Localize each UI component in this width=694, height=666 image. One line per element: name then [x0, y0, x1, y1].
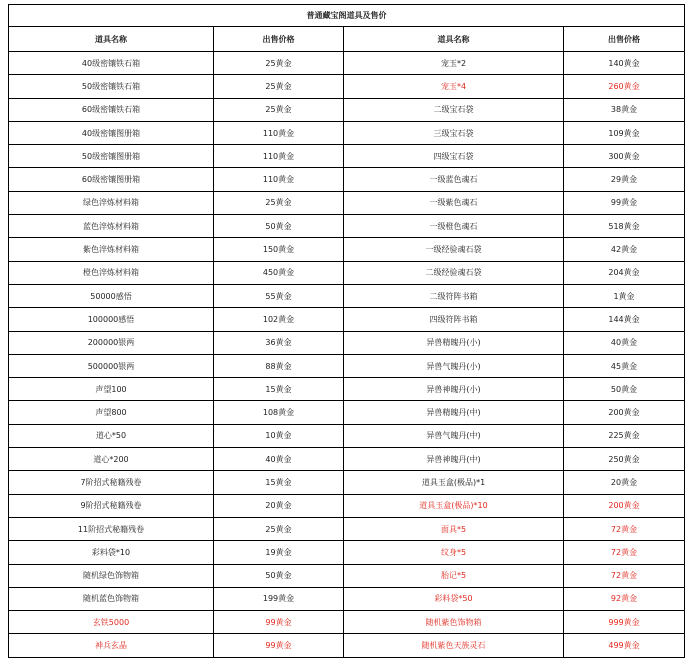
table-row: [9, 98, 685, 121]
item-name-left: 绿色淬炼材料箱: [9, 191, 214, 214]
header-item-name-left: 道具名称: [9, 27, 214, 52]
item-name-right: 三级宝石袋: [344, 121, 564, 144]
item-name-left: 60级密镶铁石箱: [9, 98, 214, 121]
item-name-left: 50000感悟: [9, 284, 214, 307]
table-row: [9, 238, 685, 261]
item-name-left: 道心*50: [9, 424, 214, 447]
price-right: 50黄金: [564, 378, 685, 401]
price-right: 250黄金: [564, 448, 685, 471]
table-row: [9, 378, 685, 401]
item-name-left: 40级密镶图册箱: [9, 121, 214, 144]
table-row: [9, 52, 685, 75]
table-row: [9, 331, 685, 354]
table-row: [9, 611, 685, 634]
table-row: [9, 564, 685, 587]
item-name-left: 紫色淬炼材料箱: [9, 238, 214, 261]
price-left: 102黄金: [214, 308, 344, 331]
item-name-right: 宠玉*2: [344, 52, 564, 75]
price-left: 20黄金: [214, 494, 344, 517]
item-name-right: 一级经验魂石袋: [344, 238, 564, 261]
price-left: 40黄金: [214, 448, 344, 471]
item-name-right: 二级宝石袋: [344, 98, 564, 121]
item-name-right: 道具玉盒(极品)*1: [344, 471, 564, 494]
item-name-right: 四级符阵书箱: [344, 308, 564, 331]
price-right: 38黄金: [564, 98, 685, 121]
item-name-left: 60级密镶图册箱: [9, 168, 214, 191]
item-name-right: 异兽神魄丹(中): [344, 448, 564, 471]
price-right: 40黄金: [564, 331, 685, 354]
price-left: 50黄金: [214, 564, 344, 587]
header-price-left: 出售价格: [214, 27, 344, 52]
item-name-left: 50级密镶铁石箱: [9, 75, 214, 98]
table-row: [9, 424, 685, 447]
price-table: [8, 4, 685, 658]
header-row: [9, 27, 685, 52]
table-row: [9, 191, 685, 214]
table-row: [9, 401, 685, 424]
table-row: [9, 215, 685, 238]
price-right: 200黄金: [564, 494, 685, 517]
price-left: 450黄金: [214, 261, 344, 284]
item-name-right: 一级紫色魂石: [344, 191, 564, 214]
item-name-left: 声望100: [9, 378, 214, 401]
item-name-right: 四级宝石袋: [344, 145, 564, 168]
table-row: [9, 145, 685, 168]
price-left: 25黄金: [214, 98, 344, 121]
title-row: [9, 5, 685, 27]
price-left: 110黄金: [214, 145, 344, 168]
item-name-right: 一级橙色魂石: [344, 215, 564, 238]
item-name-left: 7阶招式秘籍残卷: [9, 471, 214, 494]
price-left: 199黄金: [214, 587, 344, 610]
table-row: [9, 75, 685, 98]
price-right: 92黄金: [564, 587, 685, 610]
item-name-right: 面具*5: [344, 517, 564, 540]
item-name-right: 异兽气魄丹(中): [344, 424, 564, 447]
item-name-left: 玄铁5000: [9, 611, 214, 634]
price-right: 29黄金: [564, 168, 685, 191]
item-name-left: 神兵玄晶: [9, 634, 214, 657]
table-row: [9, 284, 685, 307]
price-left: 25黄金: [214, 52, 344, 75]
item-name-left: 随机蓝色饰物箱: [9, 587, 214, 610]
price-right: 42黄金: [564, 238, 685, 261]
price-right: 260黄金: [564, 75, 685, 98]
price-left: 15黄金: [214, 378, 344, 401]
item-name-left: 40级密镶铁石箱: [9, 52, 214, 75]
price-right: 204黄金: [564, 261, 685, 284]
price-left: 36黄金: [214, 331, 344, 354]
table-row: [9, 168, 685, 191]
price-left: 150黄金: [214, 238, 344, 261]
item-name-right: 随机紫色天族灵石: [344, 634, 564, 657]
price-left: 99黄金: [214, 634, 344, 657]
item-name-right: 一级蓝色魂石: [344, 168, 564, 191]
item-name-left: 道心*200: [9, 448, 214, 471]
price-right: 144黄金: [564, 308, 685, 331]
price-left: 110黄金: [214, 168, 344, 191]
price-left: 50黄金: [214, 215, 344, 238]
price-right: 225黄金: [564, 424, 685, 447]
item-name-left: 橙色淬炼材料箱: [9, 261, 214, 284]
item-name-left: 9阶招式秘籍残卷: [9, 494, 214, 517]
item-name-left: 50级密镶图册箱: [9, 145, 214, 168]
price-left: 15黄金: [214, 471, 344, 494]
header-item-name-right: 道具名称: [344, 27, 564, 52]
price-right: 499黄金: [564, 634, 685, 657]
price-left: 25黄金: [214, 191, 344, 214]
header-price-right: 出售价格: [564, 27, 685, 52]
price-right: 518黄金: [564, 215, 685, 238]
price-left: 99黄金: [214, 611, 344, 634]
item-name-right: 二级符阵书箱: [344, 284, 564, 307]
table-row: [9, 121, 685, 144]
price-right: 99黄金: [564, 191, 685, 214]
price-right: 72黄金: [564, 564, 685, 587]
table-title: 普通藏宝阁道具及售价: [9, 5, 685, 27]
item-name-right: 异兽精魄丹(小): [344, 331, 564, 354]
item-name-left: 11阶招式秘籍残卷: [9, 517, 214, 540]
price-right: 300黄金: [564, 145, 685, 168]
item-name-right: 纹身*5: [344, 541, 564, 564]
item-name-left: 随机绿色饰物箱: [9, 564, 214, 587]
table-row: [9, 354, 685, 377]
price-left: 25黄金: [214, 517, 344, 540]
item-name-right: 彩料袋*50: [344, 587, 564, 610]
price-left: 19黄金: [214, 541, 344, 564]
item-name-right: 二级经验魂石袋: [344, 261, 564, 284]
table-row: [9, 541, 685, 564]
table-row: [9, 517, 685, 540]
table-row: [9, 448, 685, 471]
price-right: 109黄金: [564, 121, 685, 144]
price-left: 25黄金: [214, 75, 344, 98]
price-left: 110黄金: [214, 121, 344, 144]
price-right: 140黄金: [564, 52, 685, 75]
item-name-right: 异兽精魄丹(中): [344, 401, 564, 424]
item-name-right: 胎记*5: [344, 564, 564, 587]
price-right: 72黄金: [564, 541, 685, 564]
table-row: [9, 634, 685, 657]
table-row: [9, 261, 685, 284]
table-row: [9, 587, 685, 610]
item-name-left: 200000银两: [9, 331, 214, 354]
table-row: [9, 308, 685, 331]
item-name-left: 500000银两: [9, 354, 214, 377]
price-right: 20黄金: [564, 471, 685, 494]
price-right: 200黄金: [564, 401, 685, 424]
price-right: 999黄金: [564, 611, 685, 634]
item-name-left: 100000感悟: [9, 308, 214, 331]
item-name-left: 彩料袋*10: [9, 541, 214, 564]
table-row: [9, 471, 685, 494]
item-name-right: 异兽神魄丹(小): [344, 378, 564, 401]
item-name-right: 随机紫色饰物箱: [344, 611, 564, 634]
table-body: [9, 52, 685, 658]
item-name-right: 异兽气魄丹(小): [344, 354, 564, 377]
item-name-left: 蓝色淬炼材料箱: [9, 215, 214, 238]
table-row: [9, 494, 685, 517]
price-left: 88黄金: [214, 354, 344, 377]
price-right: 72黄金: [564, 517, 685, 540]
item-name-left: 声望800: [9, 401, 214, 424]
price-left: 55黄金: [214, 284, 344, 307]
item-name-right: 道具玉盒(极品)*10: [344, 494, 564, 517]
price-right: 1黄金: [564, 284, 685, 307]
price-right: 45黄金: [564, 354, 685, 377]
item-name-right: 宠玉*4: [344, 75, 564, 98]
price-left: 108黄金: [214, 401, 344, 424]
price-left: 10黄金: [214, 424, 344, 447]
